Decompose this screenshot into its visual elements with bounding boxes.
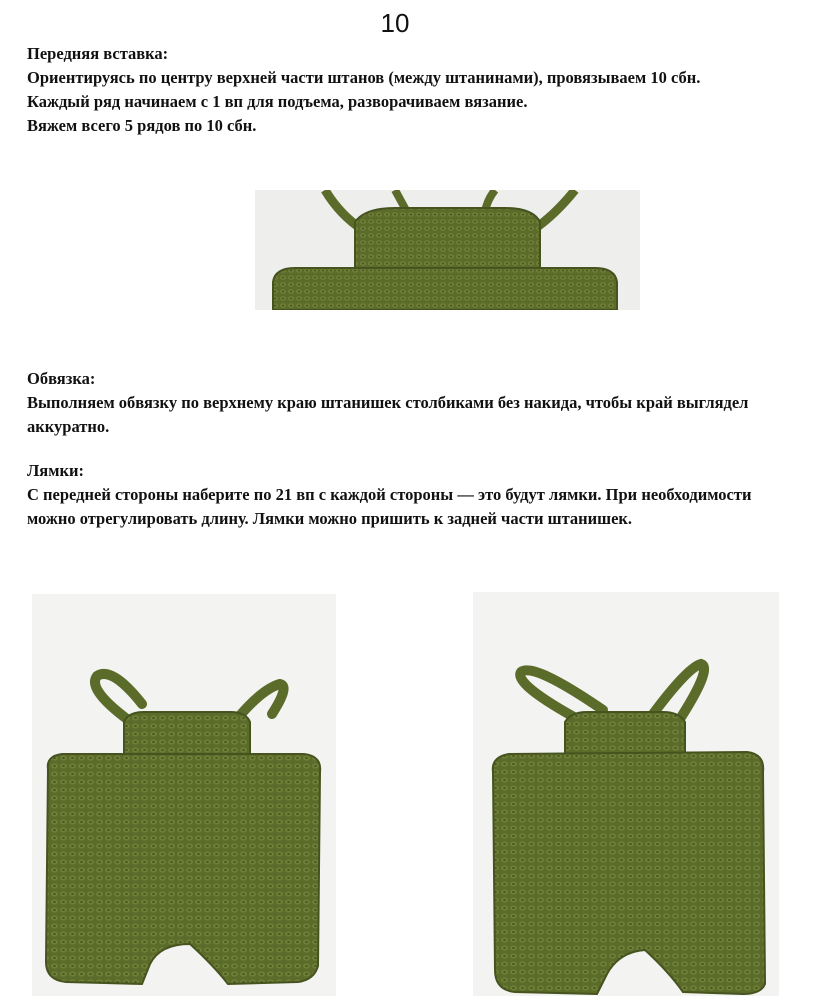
edging-title: Обвязка: [27, 369, 96, 388]
edging-section [27, 367, 807, 439]
front-insert-line-3: Вяжем всего 5 рядов по 10 сбн. [27, 116, 257, 135]
page-number: 10 [380, 8, 410, 38]
back-view-photo [473, 592, 779, 996]
front-insert-title: Передняя вставка: [27, 44, 169, 63]
straps-title: Лямки: [27, 461, 84, 480]
front-insert-line-2: Каждый ряд начинаем с 1 вп для подъема, разворачиваем вязание. [27, 92, 528, 111]
front-insert-photo [255, 190, 640, 310]
front-insert-line-1: Ориентируясь по центру верхней части штанов (между штанинами), провязываем 10 сбн. [27, 68, 701, 87]
front-view-photo [32, 594, 336, 996]
straps-section [27, 459, 807, 531]
edging-text: Выполняем обвязку по верхнему краю штанишек столбиками без накида, чтобы край выглядел аккуратно. [27, 393, 749, 436]
front-insert-section [27, 42, 807, 138]
straps-text: С передней стороны наберите по 21 вп с каждой стороны — это будут лямки. При необходимости можно отрегулировать длину. Лямки можно пришить к задней части штанишек. [27, 485, 752, 528]
